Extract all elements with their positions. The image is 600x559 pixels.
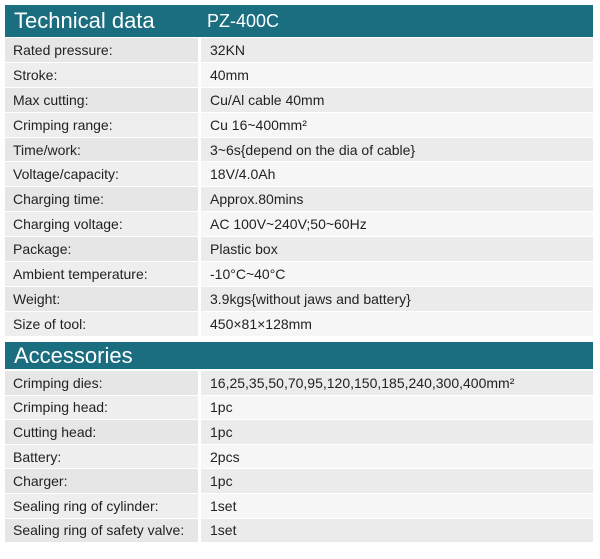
row-value: 1pc — [201, 469, 593, 493]
row-value: 2pcs — [201, 445, 593, 469]
row-label: Battery: — [5, 445, 199, 469]
table-row — [5, 138, 593, 163]
row-label: Crimping range: — [5, 113, 199, 137]
accessories-table — [5, 371, 593, 543]
table-row — [5, 494, 593, 519]
table-row — [5, 469, 593, 494]
accessories-title: Accessories — [14, 342, 133, 368]
table-row — [5, 162, 593, 187]
technical-data-header — [5, 5, 593, 37]
row-value: 16,25,35,50,70,95,120,150,185,240,300,400mm² — [201, 371, 593, 395]
table-row — [5, 113, 593, 138]
row-label: Stroke: — [5, 63, 199, 87]
technical-data-title: Technical data — [14, 8, 155, 33]
row-value: AC 100V~240V;50~60Hz — [201, 212, 593, 236]
row-label: Cutting head: — [5, 420, 199, 444]
row-label: Charging voltage: — [5, 212, 199, 236]
row-value: 3.9kgs{without jaws and battery} — [201, 287, 593, 311]
table-row — [5, 262, 593, 287]
row-value: 1set — [201, 494, 593, 518]
row-value: 3~6s{depend on the dia of cable} — [201, 138, 593, 162]
row-label: Sealing ring of cylinder: — [5, 494, 199, 518]
row-value: 32KN — [201, 38, 593, 62]
table-row — [5, 445, 593, 470]
row-label: Size of tool: — [5, 312, 199, 336]
row-value: 1pc — [201, 420, 593, 444]
row-value: Cu/Al cable 40mm — [201, 88, 593, 112]
row-value: Approx.80mins — [201, 187, 593, 211]
table-row — [5, 63, 593, 88]
table-row — [5, 187, 593, 212]
row-value: -10°C~40°C — [201, 262, 593, 286]
row-label: Rated pressure: — [5, 38, 199, 62]
table-row — [5, 312, 593, 337]
row-value: Cu 16~400mm² — [201, 113, 593, 137]
row-value: 1pc — [201, 396, 593, 420]
model-number: PZ-400C — [207, 10, 280, 31]
row-value: 40mm — [201, 63, 593, 87]
row-label: Crimping dies: — [5, 371, 199, 395]
row-value: 18V/4.0Ah — [201, 162, 593, 186]
table-row — [5, 371, 593, 396]
table-row — [5, 420, 593, 445]
table-row — [5, 88, 593, 113]
technical-data-table — [5, 38, 593, 337]
row-label: Voltage/capacity: — [5, 162, 199, 186]
table-row — [5, 212, 593, 237]
table-row — [5, 519, 593, 544]
row-value: 450×81×128mm — [201, 312, 593, 336]
row-value: Plastic box — [201, 237, 593, 261]
table-row — [5, 38, 593, 63]
row-label: Sealing ring of safety valve: — [5, 519, 199, 543]
row-label: Weight: — [5, 287, 199, 311]
table-row — [5, 237, 593, 262]
row-label: Max cutting: — [5, 88, 199, 112]
row-label: Time/work: — [5, 138, 199, 162]
row-label: Charger: — [5, 469, 199, 493]
accessories-header — [5, 342, 593, 369]
table-row — [5, 396, 593, 421]
row-label: Ambient temperature: — [5, 262, 199, 286]
table-row — [5, 287, 593, 312]
row-label: Package: — [5, 237, 199, 261]
row-label: Crimping head: — [5, 396, 199, 420]
row-value: 1set — [201, 519, 593, 543]
row-label: Charging time: — [5, 187, 199, 211]
